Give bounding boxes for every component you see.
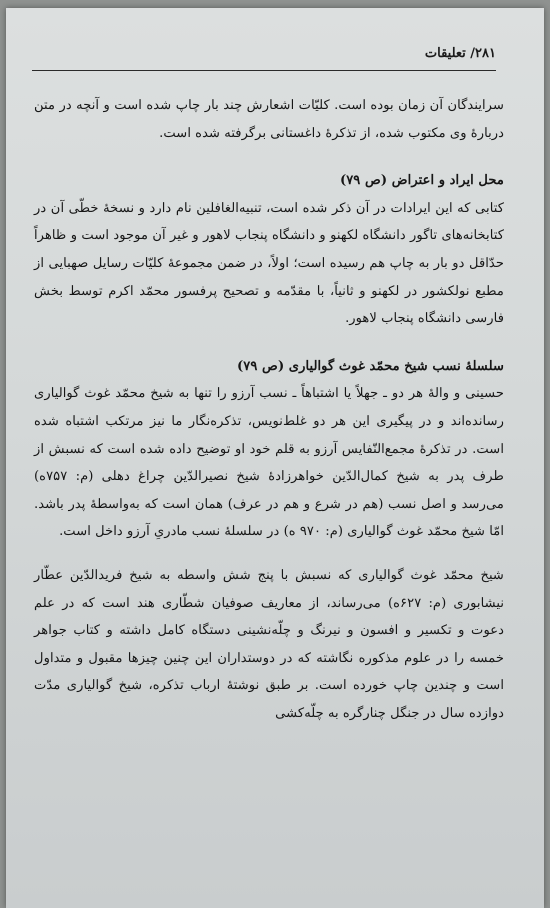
book-page — [6, 8, 544, 908]
section-heading-lineage: سلسلهٔ نسب شیخ محمّد غوث گوالیاری (ص ۷۹) — [237, 358, 504, 374]
running-head: ۲۸۱/ تعلیقات — [424, 46, 496, 61]
paragraph-intro: سرایندگان آن زمان بوده است. کلیّات اشعارش چند بار چاپ شده است و آنچه در متن دربارهٔ وی مکتوب شده، از تذکرهٔ داغستانی برگرفته شده است. — [34, 98, 504, 141]
paragraph-lineage: حسینی و والهٔ هر دو ـ جهلاً یا اشتباهاً ـ نسب آرزو را تنها به شیخ محمّد غوث گوالیاری رسانده‌اند و در پیگیری این هر دو غلط‌نویس، تذکره‌نگار ما نیز مرتکب اشتباه شده است. در تذکرهٔ مجمع‌النّفایس آرزو به قلم خود او توضیح داده شده است که نسبش از طرف پدر به شیخ کمال‌الدّین خواهرزادهٔ شیخ نصیرالدّین چراغ دهلی (م: ۷۵۷ه) می‌رسد و اصل نسب (هم در شرع و هم در عرف) همان است که به‌واسطهٔ پدر باشد. امّا شیخ محمّد غوث گوالیاری (م: ۹۷۰ ه) در سلسلهٔ نسب مادریِ آرزو داخل است. — [34, 386, 504, 540]
paragraph-tanbih: کتابی که این ایرادات در آن ذکر شده است، تنبیه‌الغافلین نام دارد و نسخهٔ خطّی آن در کتابخانه‌های تاگور دانشگاه لکهنو و دانشگاه پنجاب لاهور و غیر آن موجود است و ظاهراً حدّاقل دو بار به چاپ هم رسیده است؛ اولاً، در ضمن مجموعهٔ کلیّات رسایل صهبایی از مطبع نولکشور در لکهنو و ثانیاً، با مقدّمه و تصحیح پرفسور محمّد اکرم توسط بخش فارسی دانشگاه پنجاب لاهور. — [34, 200, 504, 327]
section-heading-objection: محل ایراد و اعتراض (ص ۷۹) — [339, 173, 504, 189]
page-header — [32, 44, 496, 71]
page-body — [34, 92, 504, 727]
paragraph-gwaliyari: شیخ محمّد غوث گوالیاری که نسبش با پنج شش واسطه به شیخ فریدالدّین عطّار نیشابوری (م: ۶۲۷ه) می‌رساند، از معاریف صوفیان شطّاری هند است که در علم دعوت و تکسیر و افسون و نیرنگ و چلّه‌نشینی دستگاه کامل داشته و کتاب جواهر خمسه را در علوم مذکوره نگاشته که در دوستداران این چنین چیزها مقبول و متداول است و چندین چاپ خورده است. بر طبق نوشتهٔ ارباب تذکره، شیخ گوالیاری مدّت دوازده سال در جنگل چنارگره به چلّه‌کشی — [34, 567, 504, 721]
